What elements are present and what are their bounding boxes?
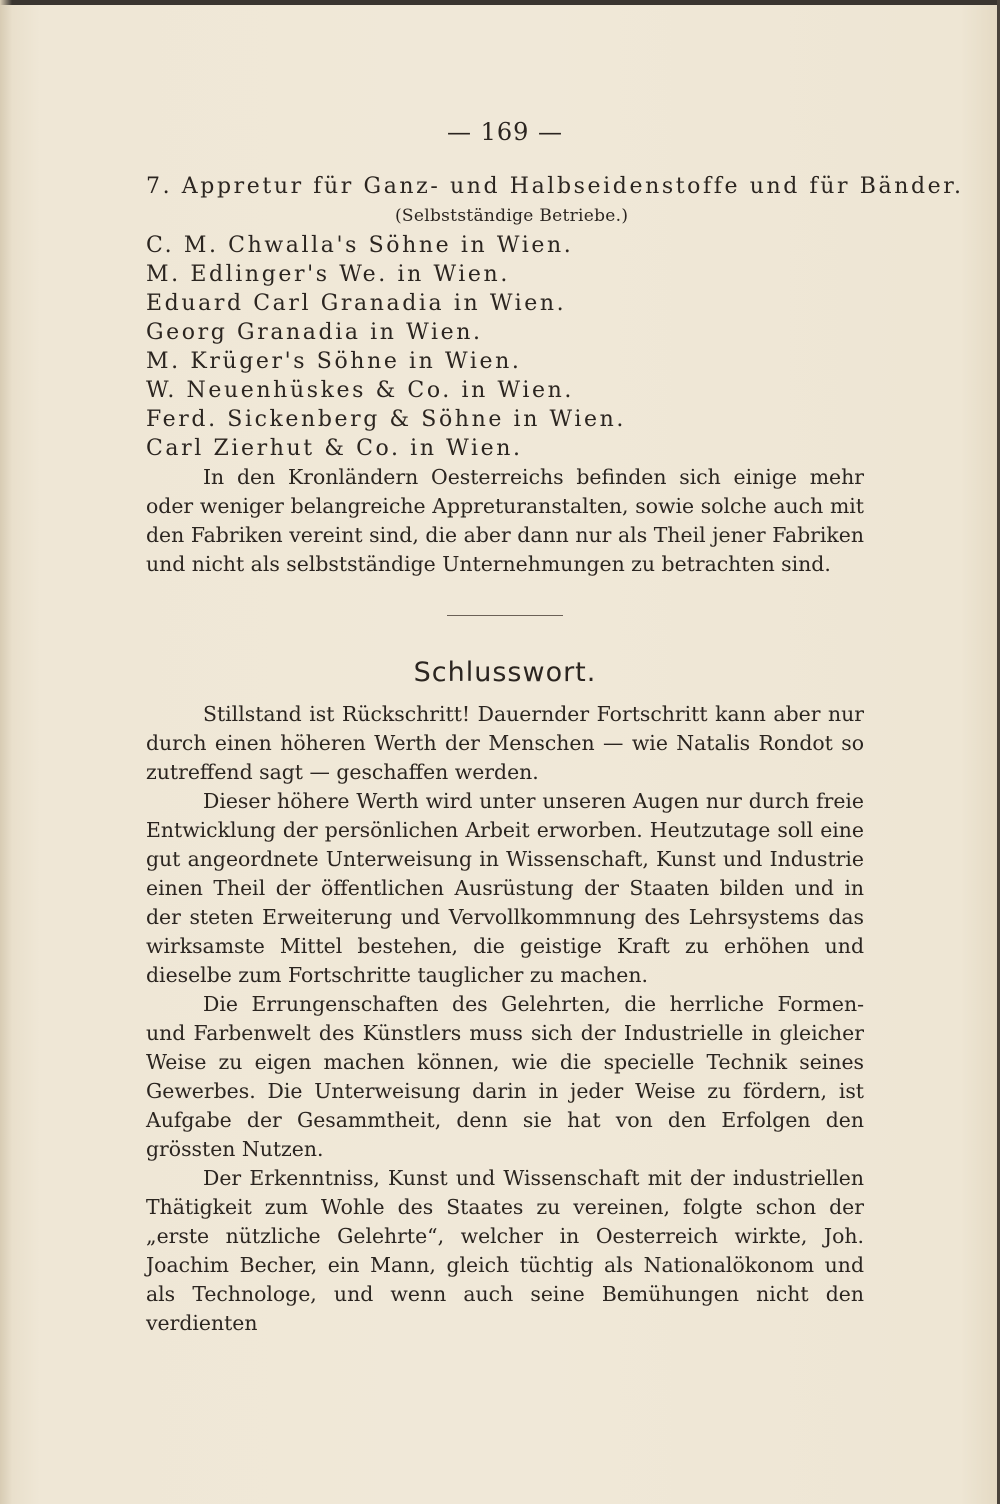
scan-top-border [0,0,1000,5]
closing-heading: Schlusswort. [413,657,597,688]
section-title: 7. Appretur für Ganz- und Halbseidenstoffe und für Bänder. [146,174,964,199]
firm-entry: W. Neuenhüskes & Co. in Wien. [146,378,574,403]
firm-entry: C. M. Chwalla's Söhne in Wien. [146,233,574,258]
firm-entry: Ferd. Sickenberg & Söhne in Wien. [146,407,626,432]
page-content [146,118,964,1338]
closing-paragraph: Die Errungenschaften des Gelehrten, die herrliche Formen- und Farbenwelt des Künstlers muss sich der Industrielle in gleicher Weise zu eigen machen können, wie die specielle Technik seines Gewerbes. Die Unterweisung darin in jeder Weise zu fördern, ist Aufgabe der Gesammtheit, denn sie hat von den Erfolgen den grössten Nutzen. [146,992,864,1161]
closing-paragraph: Der Erkenntniss, Kunst und Wissenschaft mit der industriellen Thätigkeit zum Wohle des Staates zu vereinen, folgte schon der „erste nützliche Gelehrte“, welcher in Oesterreich wirkte, Joh. Joachim Becher, ein Mann, gleich tüchtig als Nationalökonom und als Technologe, und wenn auch seine Bemühungen nicht den verdienten [146,1166,864,1335]
firm-entry: M. Edlinger's We. in Wien. [146,262,510,287]
page-gutter-shadow [0,0,12,1504]
firm-entry: Eduard Carl Granadia in Wien. [146,291,567,316]
page-number: — 169 — [446,118,564,146]
firm-entry: M. Krüger's Söhne in Wien. [146,349,522,374]
firm-entry: Carl Zierhut & Co. in Wien. [146,436,523,461]
section-subtitle: (Selbstständige Betriebe.) [395,206,629,226]
firm-entry: Georg Granadia in Wien. [146,320,483,345]
firm-list [146,231,864,463]
closing-paragraph: Stillstand ist Rückschritt! Dauernder Fortschritt kann aber nur durch einen höheren Werth der Menschen — wie Natalis Rondot so zutreffend sagt — geschaffen werden. [146,702,864,784]
section-divider [447,615,563,616]
section-note: In den Kronländern Oesterreichs befinden sich einige mehr oder weniger belangreiche Appreturanstalten, sowie solche auch mit den Fabriken vereint sind, die aber dann nur als Theil jener Fabriken und nicht als selbstständige Unternehmungen zu betrachten sind. [146,465,864,576]
closing-paragraph: Dieser höhere Werth wird unter unseren Augen nur durch freie Entwicklung der persönlichen Arbeit erworben. Heutzutage soll eine gut angeordnete Unterweisung in Wissenschaft, Kunst und Industrie einen Theil der öffentlichen Ausrüstung der Staaten bilden und in der steten Erweiterung und Vervollkommnung des Lehrsystems das wirksamste Mittel bestehen, die geistige Kraft zu erhöhen und dieselbe zum Fortschritte tauglicher zu machen. [146,789,864,987]
